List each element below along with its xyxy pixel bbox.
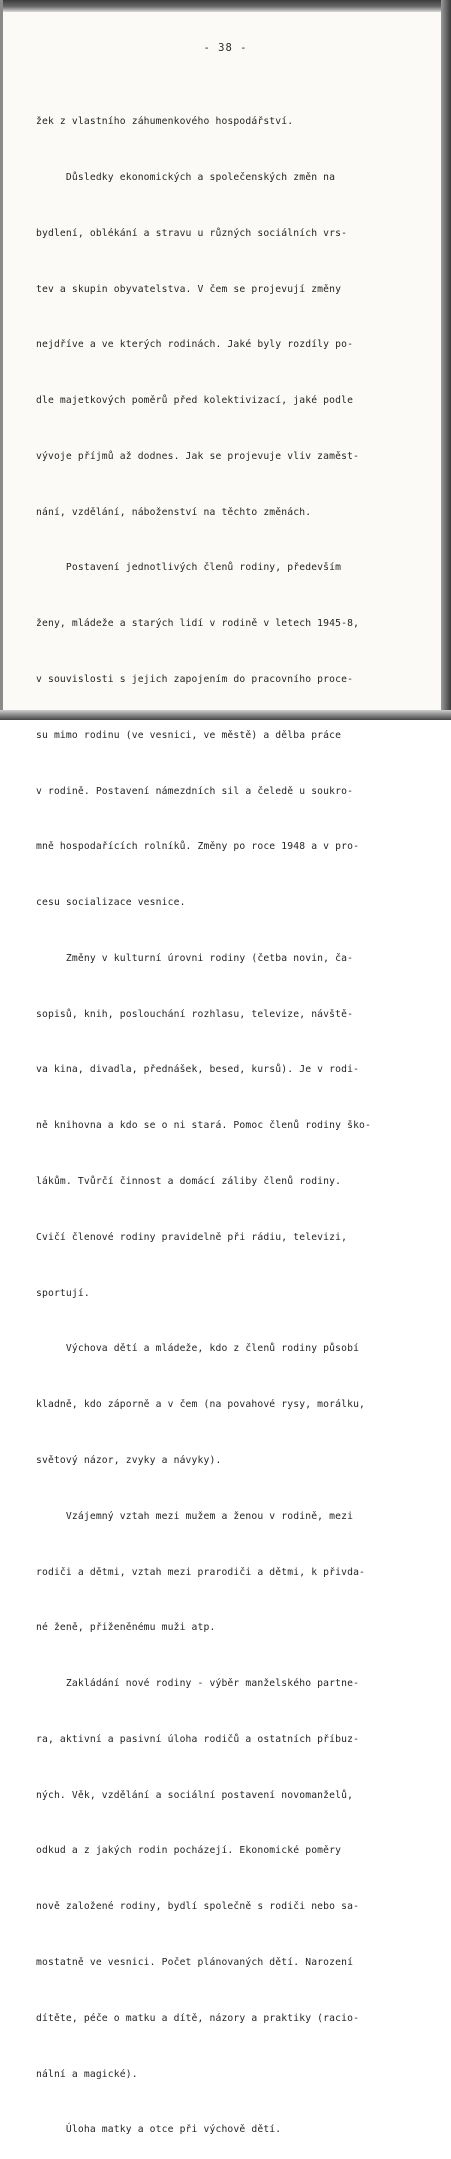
- text-line: cesu socializace vesnice.: [36, 897, 186, 909]
- typed-text-body: [36, 76, 436, 2159]
- text-line: né ženě, přiženěnému muži atp.: [36, 1622, 216, 1634]
- text-line: ných. Věk, vzdělání a sociální postavení novomanželů,: [36, 1789, 354, 1801]
- text-line: sopisů, knih, poslouchání rozhlasu, televize, návště-: [36, 1008, 354, 1020]
- text-line: nejdříve a ve kterých rodinách. Jaké byly rozdíly po-: [36, 339, 354, 351]
- text-line: mostatně ve vesnici. Počet plánovaných dětí. Narození: [36, 1956, 354, 1968]
- text-line: světový názor, zvyky a návyky).: [36, 1454, 222, 1466]
- text-line: bydlení, oblékání a stravu u různých sociálních vrs-: [36, 227, 348, 239]
- text-line: Zakládání nové rodiny - výběr manželského partne-: [36, 1678, 360, 1690]
- text-line: žek z vlastního záhumenkového hospodářství.: [36, 116, 294, 128]
- text-line: ženy, mládeže a starých lidí v rodině v letech 1945-8,: [36, 618, 360, 630]
- text-line: va kina, divadla, přednášek, besed, kursů). Je v rodi-: [36, 1064, 360, 1076]
- page-number: - 38 -: [203, 42, 248, 54]
- text-line: sportují.: [36, 1287, 90, 1299]
- text-line: Úloha matky a otce při výchově dětí.: [36, 2124, 282, 2136]
- text-line: nání, vzdělání, náboženství na těchto změnách.: [36, 506, 312, 518]
- text-line: Změny v kulturní úrovni rodiny (četba novin, ča-: [36, 952, 354, 964]
- text-line: Vzájemný vztah mezi mužem a ženou v rodině, mezi: [36, 1510, 354, 1522]
- text-line: rodiči a dětmi, vztah mezi prarodiči a dětmi, k přivda-: [36, 1566, 366, 1578]
- text-line: Výchova dětí a mládeže, kdo z členů rodiny působí: [36, 1343, 360, 1355]
- text-line: vývoje příjmů až dodnes. Jak se projevuje vliv zaměst-: [36, 450, 360, 462]
- text-line: v rodině. Postavení námezdních sil a čeledě u soukro-: [36, 785, 354, 797]
- text-line: Důsledky ekonomických a společenských změn na: [36, 171, 336, 183]
- text-line: kladně, kdo záporně a v čem (na povahové rysy, morálku,: [36, 1399, 366, 1411]
- scan-edge-top: [0, 0, 451, 12]
- text-line: lákům. Tvůrčí činnost a domácí záliby členů rodiny.: [36, 1176, 342, 1188]
- text-line: nální a magické).: [36, 2068, 138, 2080]
- text-line: dle majetkových poměrů před kolektivizací, jaké podle: [36, 395, 354, 407]
- text-line: Cvičí členové rodiny pravidelně při rádiu, televizi,: [36, 1231, 348, 1243]
- text-line: tev a skupin obyvatelstva. V čem se projevují změny: [36, 283, 342, 295]
- text-line: mně hospodařících rolníků. Změny po roce 1948 a v pro-: [36, 841, 360, 853]
- text-line: su mimo rodinu (ve vesnici, ve městě) a dělba práce: [36, 729, 342, 741]
- text-line: dítěte, péče o matku a dítě, názory a praktiky (racio-: [36, 2012, 360, 2024]
- text-line: Postavení jednotlivých členů rodiny, především: [36, 562, 342, 574]
- scan-edge-right: [441, 0, 451, 720]
- text-line: ra, aktivní a pasivní úloha rodičů a ostatních příbuz-: [36, 1733, 360, 1745]
- text-line: nově založené rodiny, bydlí společně s rodiči nebo sa-: [36, 1901, 360, 1913]
- text-line: ně knihovna a kdo se o ni stará. Pomoc členů rodiny ško-: [36, 1120, 372, 1132]
- text-line: v souvislosti s jejich zapojením do pracovního proce-: [36, 674, 354, 685]
- text-line: odkud a z jakých rodin pocházejí. Ekonomické poměry: [36, 1845, 342, 1857]
